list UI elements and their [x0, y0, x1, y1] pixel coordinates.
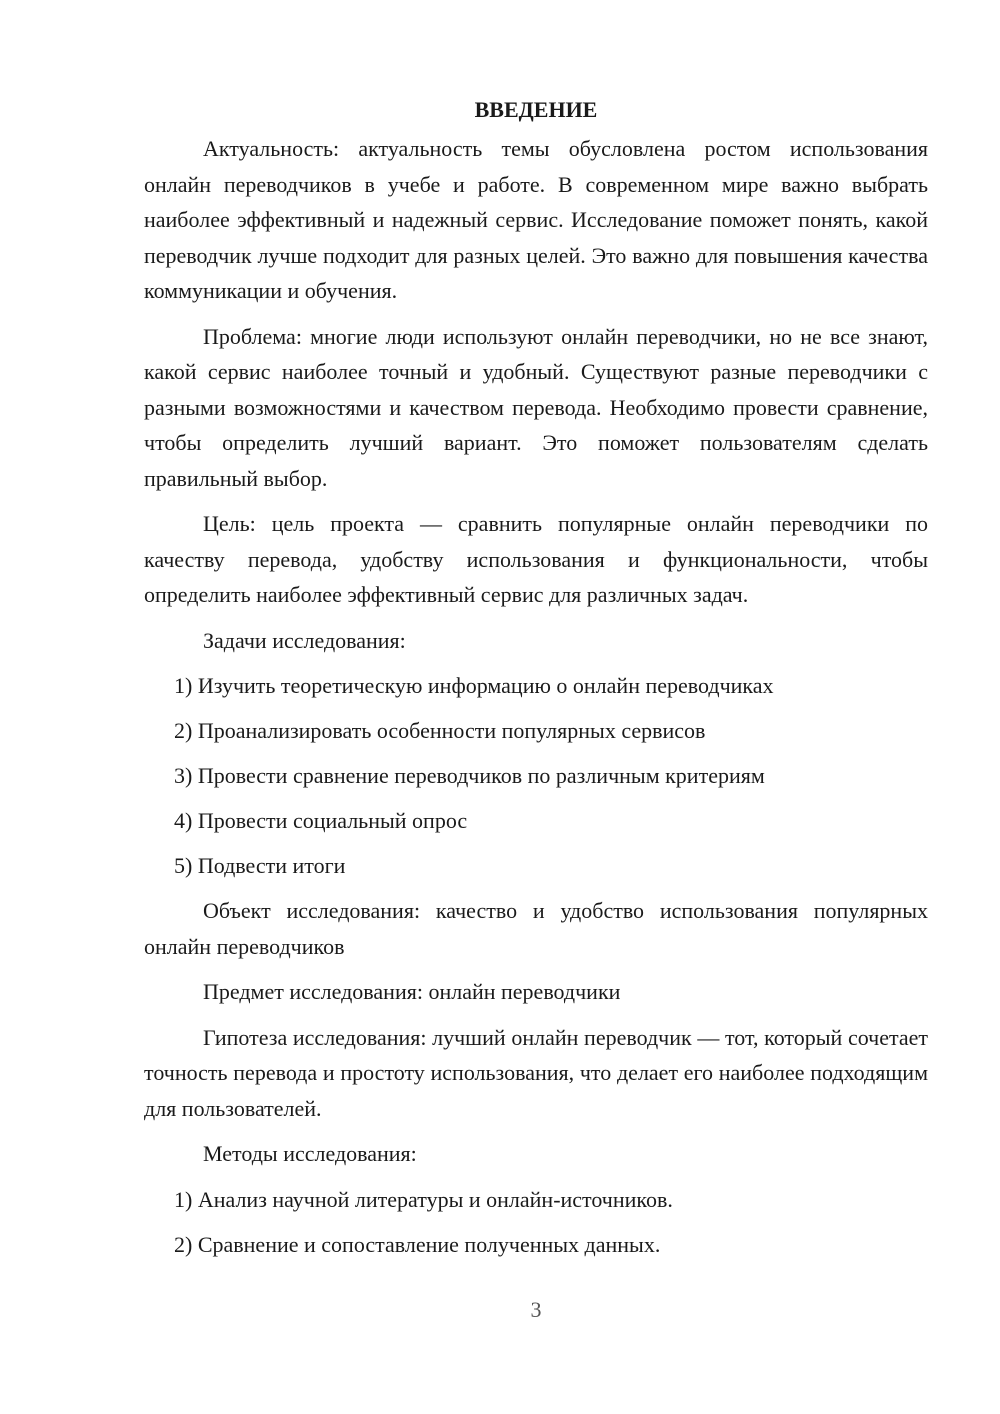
subject-paragraph: Предмет исследования: онлайн переводчики	[203, 979, 621, 1004]
list-item: 4) Провести социальный опрос	[174, 808, 468, 833]
page-number: 3	[530, 1297, 542, 1322]
list-item: 2) Сравнение и сопоставление полученных данных.	[174, 1231, 661, 1257]
list-item: 2) Проанализировать особенности популярных сервисов	[174, 718, 706, 743]
section-heading: ВВЕДЕНИЕ	[474, 97, 598, 122]
list-item: 5) Подвести итоги	[174, 853, 346, 878]
relevance-paragraph: Актуальность: актуальность темы обусловлена ростом использования онлайн переводчиков в учебе и работе. В современном мире важно выбрать наиболее эффективный и надежный сервис. Исследование поможет понять, какой переводчик лучше подходит для разных целей. Это важно для повышения качества коммуникации и обучения.	[144, 136, 928, 303]
list-item: 3) Провести сравнение переводчиков по различным критериям	[174, 763, 765, 788]
methods-list	[144, 1182, 928, 1262]
goal-paragraph: Цель: цель проекта — сравнить популярные онлайн переводчики по качеству перевода, удобству использования и функциональности, чтобы определить наиболее эффективный сервис для различных задач.	[144, 511, 928, 607]
tasks-title: Задачи исследования:	[203, 627, 406, 653]
document-page	[144, 92, 928, 1272]
list-item: 1) Анализ научной литературы и онлайн-источников.	[174, 1186, 673, 1212]
list-item: 1) Изучить теоретическую информацию о онлайн переводчиках	[174, 673, 774, 698]
hypothesis-paragraph: Гипотеза исследования: лучший онлайн переводчик — тот, который сочетает точность перевода и простоту использования, что делает его наиболее подходящим для пользователей.	[144, 1024, 928, 1121]
methods-title: Методы исследования:	[203, 1141, 417, 1166]
problem-paragraph: Проблема: многие люди используют онлайн переводчики, но не все знают, какой сервис наиболее точный и удобный. Существуют разные переводчики с разными возможностями и качеством перевода. Необходимо провести сравнение, чтобы определить лучший вариант. Это поможет пользователям сделать правильный выбор.	[144, 323, 928, 491]
object-paragraph: Объект исследования: качество и удобство использования популярных онлайн переводчиков	[144, 898, 928, 959]
tasks-list	[144, 668, 928, 883]
